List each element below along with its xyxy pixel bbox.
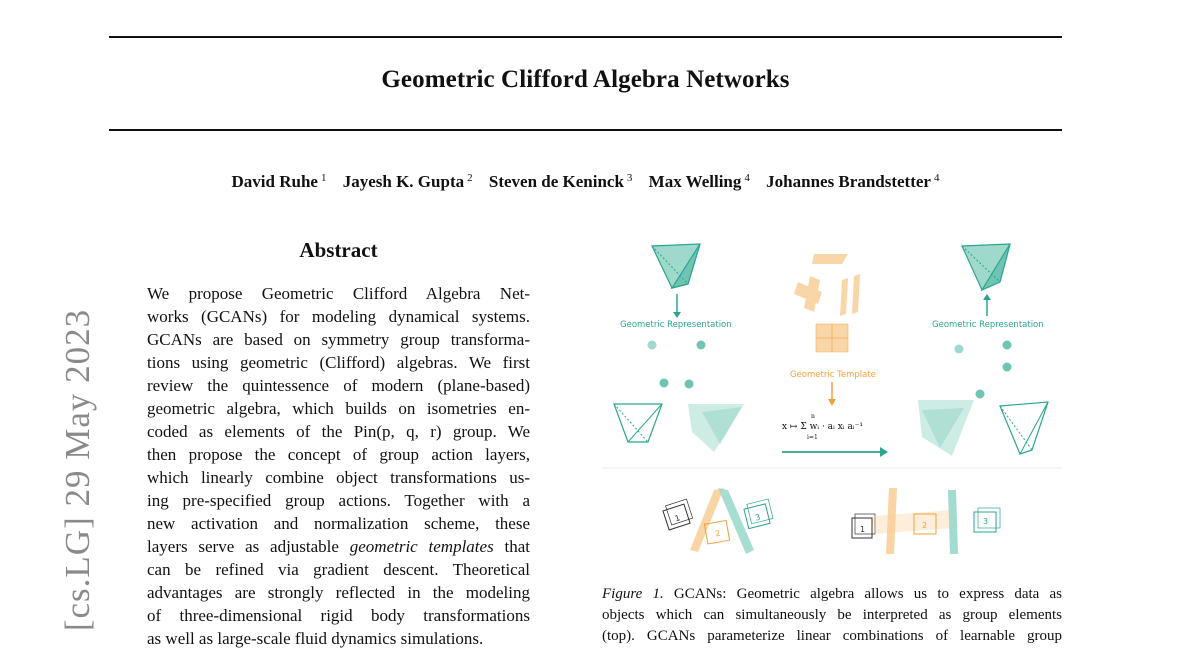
svg-text:x ↦ Σ wᵢ · aᵢ xᵢ aᵢ⁻¹: x ↦ Σ wᵢ · aᵢ xᵢ aᵢ⁻¹ <box>782 422 863 432</box>
arrow-right-icon <box>782 447 888 457</box>
svg-text:3: 3 <box>983 517 989 526</box>
abstract-line: can be refined via gradient descent. Theoretical <box>147 560 530 579</box>
abstract-line: geometric algebra, which builds on isometries en- <box>147 399 530 418</box>
tetrahedron-bottom-right <box>1000 402 1048 454</box>
boxes-group-right <box>852 488 1000 554</box>
caption-line: Figure 1. GCANs: Geometric algebra allows us to express data as <box>602 586 1063 602</box>
label-geometric-representation-left: Geometric Representation <box>620 320 732 330</box>
author: Jayesh K. Gupta $^2$ <box>342 172 473 191</box>
abstract-line: We propose Geometric Clifford Algebra Net- <box>147 284 530 303</box>
figure-1-illustration <box>602 232 1062 562</box>
author-list <box>109 172 1062 192</box>
dots-right <box>955 341 1012 399</box>
author: Steven de Keninck $^3$ <box>488 172 633 191</box>
top-rule <box>109 36 1062 38</box>
svg-text:n: n <box>811 413 815 420</box>
svg-text:3: 3 <box>754 512 762 523</box>
abstract-line: of three-dimensional rigid body transformations <box>147 606 530 625</box>
abstract-line: new activation and normalization scheme, these <box>147 514 530 533</box>
abstract-line: GCANs are based on symmetry group transforma- <box>147 330 530 349</box>
author: Max Welling $^4$ <box>648 172 750 191</box>
author: Johannes Brandstetter $^4$ <box>766 172 940 191</box>
abstract-line: ing pre-specified group actions. Together with a <box>147 491 530 510</box>
abstract-line: review the quintessence of modern (plane-based) <box>147 376 530 395</box>
abstract-heading: Abstract <box>299 238 378 262</box>
label-geometric-representation-right: Geometric Representation <box>932 320 1044 330</box>
svg-text:i=1: i=1 <box>807 434 818 441</box>
abstract-line: then propose the concept of group action layers, <box>147 445 530 464</box>
svg-text:2: 2 <box>922 521 928 530</box>
planes-bottom-right <box>918 400 974 456</box>
planes-bottom-left <box>688 404 744 452</box>
tetrahedron-top-left <box>652 244 700 288</box>
label-geometric-template: Geometric Template <box>790 370 876 380</box>
tetrahedron-top-right <box>962 244 1010 290</box>
paper-title: Geometric Clifford Algebra Networks <box>381 66 790 93</box>
abstract-line: coded as elements of the Pin(p, q, r) group. We <box>147 422 530 441</box>
template-planes <box>794 254 860 352</box>
svg-text:1: 1 <box>860 525 866 534</box>
svg-text:2: 2 <box>714 528 722 539</box>
caption-label: Figure 1. <box>602 586 664 602</box>
arxiv-side-stamp: [cs.LG] 29 May 2023 <box>58 308 97 632</box>
abstract-line: tions using geometric (Clifford) algebras. We first <box>147 353 530 372</box>
abstract-line: works (GCANs) for modeling dynamical systems. <box>147 307 530 326</box>
abstract-line: which linearly combine object transformations us- <box>147 468 530 487</box>
abstract-line: as well as large-scale fluid dynamics simulations. <box>147 629 484 648</box>
tetrahedron-bottom-left <box>614 404 662 442</box>
abstract-text <box>147 282 530 650</box>
caption-line: objects which can simultaneously be interpreted as group elements <box>602 607 1062 623</box>
author: David Ruhe $^1$ <box>231 172 327 191</box>
arrow-up-icon <box>983 294 991 316</box>
figure-caption <box>602 584 1062 647</box>
arrow-down-icon <box>673 294 681 318</box>
title-bottom-rule <box>109 129 1062 131</box>
abstract-line: advantages are strongly reflected in the modeling <box>147 583 530 602</box>
caption-line: (top). GCANs parameterize linear combinations of learnable group <box>602 628 1062 644</box>
arrow-down-orange-icon <box>828 382 836 406</box>
boxes-group-left <box>662 488 774 554</box>
dots-left <box>648 341 706 389</box>
abstract-line-emph: layers serve as adjustable geometric templates that <box>147 537 530 556</box>
update-formula <box>782 413 863 441</box>
emphasis-text: geometric templates <box>349 537 494 556</box>
svg-text:1: 1 <box>673 513 682 524</box>
